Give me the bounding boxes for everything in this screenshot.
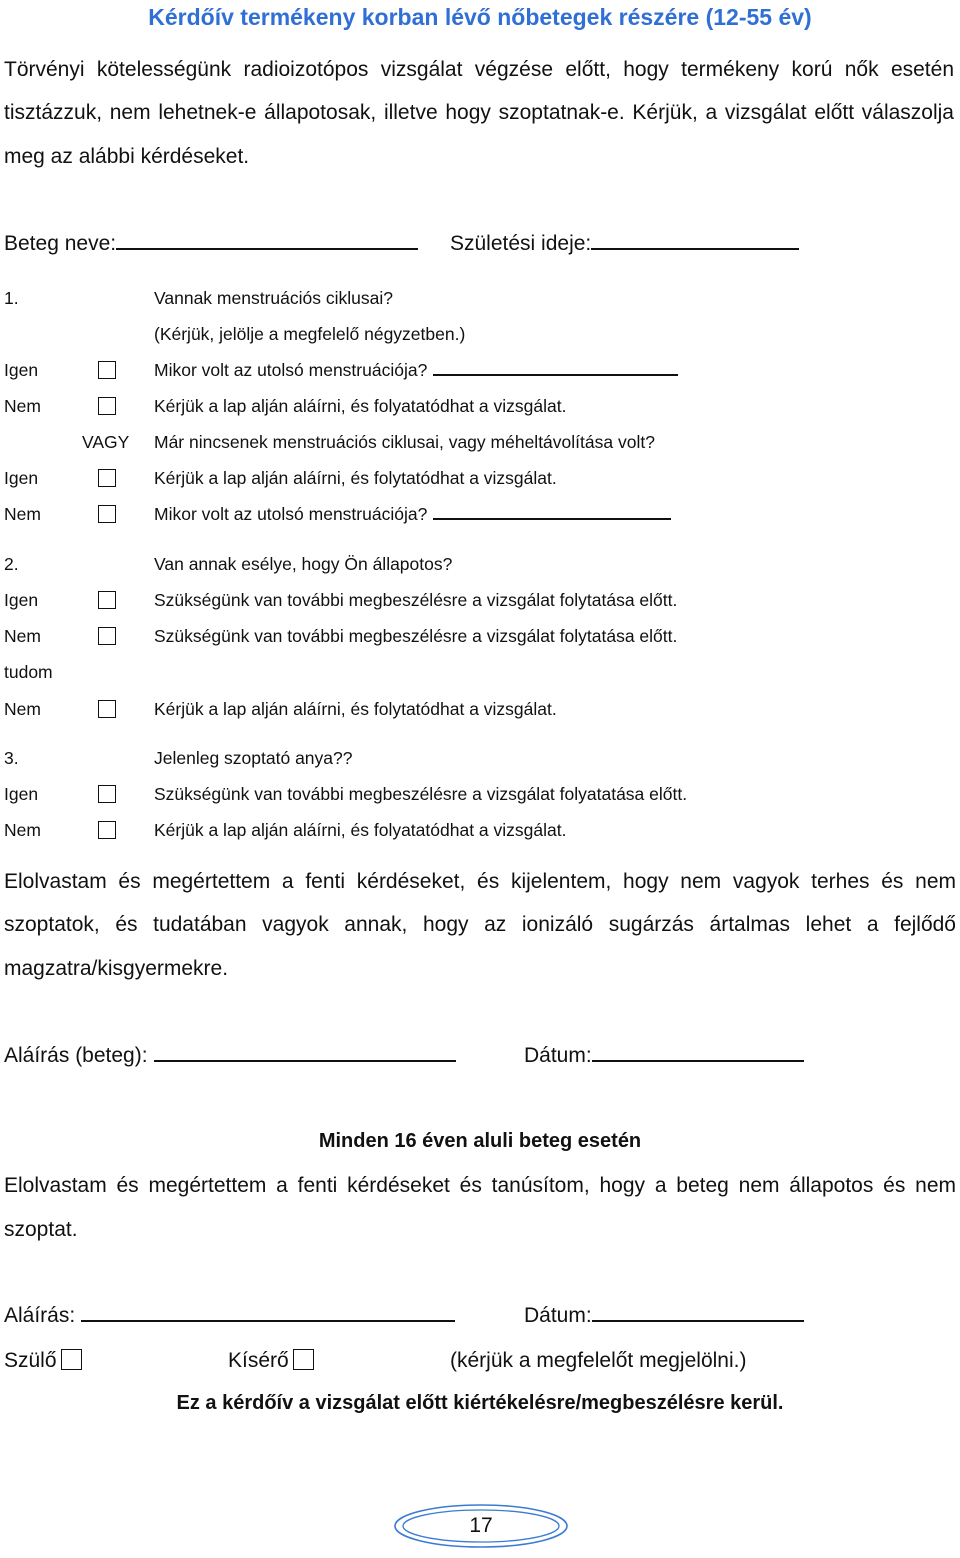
- q1b-answer-nem: Nem: [4, 504, 41, 524]
- q3-question: Jelenleg szoptató anya??: [154, 748, 353, 768]
- q2-answer-nem: Nem: [4, 626, 41, 646]
- page-number: 17: [469, 1514, 493, 1537]
- q1b-last-period-line[interactable]: [433, 518, 671, 520]
- intro-line-3: meg az alábbi kérdéseket.: [4, 145, 250, 168]
- date-field-1[interactable]: [524, 1044, 804, 1068]
- parent-checkbox[interactable]: [61, 1349, 82, 1370]
- q1-question-2: Már nincsenek menstruációs ciklusai, vagy méheltávolítása volt?: [154, 432, 655, 452]
- q1-igen-checkbox[interactable]: [98, 361, 116, 379]
- q1b-igen-text: Kérjük a lap alján aláírni, és folytatódhat a vizsgálat.: [154, 468, 557, 488]
- patient-name-line[interactable]: [116, 248, 418, 250]
- q2-igen-text: Szükségünk van további megbeszélésre a vizsgálat folytatása előtt.: [154, 590, 678, 610]
- intro-line-1: Törvényi kötelességünk radioizotópos vizsgálat végzése előtt, hogy termékeny korú nők esetén: [4, 58, 954, 81]
- q1b-nem-text: Mikor volt az utolsó menstruációja?: [154, 504, 671, 525]
- q3-number: 3.: [4, 748, 19, 768]
- footer-note: Ez a kérdőív a vizsgálat előtt kiértékelésre/megbeszélésre kerül.: [176, 1392, 784, 1414]
- declaration-line-2: szoptatok, és tudatában vagyok annak, hogy az ionizáló sugárzás ártalmas lehet a fejlődő: [4, 913, 956, 936]
- declaration-line-1: Elolvastam és megértettem a fenti kérdéseket, és kijelentem, hogy nem vagyok terhes és nem: [4, 870, 956, 893]
- minor-line-1: Elolvastam és megértettem a fenti kérdéseket és tanúsítom, hogy a beteg nem állapotos és nem: [4, 1174, 956, 1197]
- minor-line-2: szoptat.: [4, 1218, 78, 1241]
- patient-name-label: Beteg neve:: [4, 232, 117, 255]
- birth-date-label: Születési ideje:: [450, 232, 592, 255]
- declaration-line-3: magzatra/kisgyermekre.: [4, 957, 229, 980]
- q1-answer-nem: Nem: [4, 396, 41, 416]
- q2-answer-tudom: tudom: [4, 662, 53, 682]
- date-label-2: Dátum:: [524, 1304, 592, 1327]
- q1-igen-text: Mikor volt az utolsó menstruációja?: [154, 360, 678, 381]
- patient-signature-label: Aláírás (beteg):: [4, 1044, 148, 1067]
- q3-nem-checkbox[interactable]: [98, 821, 116, 839]
- q3-answer-nem: Nem: [4, 820, 41, 840]
- q1b-nem-checkbox[interactable]: [98, 505, 116, 523]
- q3-nem-text: Kérjük a lap alján aláírni, és folyatatódhat a vizsgálat.: [154, 820, 567, 840]
- q2-number: 2.: [4, 554, 19, 574]
- companion-option: [228, 1349, 314, 1373]
- q2-nem-text: Kérjük a lap alján aláírni, és folytatódhat a vizsgálat.: [154, 699, 557, 719]
- q2-igen-checkbox[interactable]: [98, 591, 116, 609]
- q2-question: Van annak esélye, hogy Ön állapotos?: [154, 554, 453, 574]
- intro-line-2: tisztázzuk, nem lehetnek-e állapotosak, illetve hogy szoptatnak-e. Kérjük, a vizsgálat előtt válaszolja: [4, 101, 954, 124]
- page-number-badge: [392, 1502, 570, 1550]
- date-label-1: Dátum:: [524, 1044, 592, 1067]
- patient-name-field[interactable]: [4, 232, 418, 256]
- q3-igen-text: Szükségünk van további megbeszélésre a vizsgálat folyatatása előtt.: [154, 784, 688, 804]
- parent-label: Szülő: [4, 1349, 57, 1372]
- q3-answer-igen: Igen: [4, 784, 39, 804]
- patient-signature-line[interactable]: [154, 1060, 456, 1062]
- date-line-2[interactable]: [592, 1320, 804, 1322]
- birth-date-field[interactable]: [450, 232, 799, 256]
- q1-nem-text: Kérjük a lap alján aláírni, és folyatatódhat a vizsgálat.: [154, 396, 567, 416]
- q1b-igen-checkbox[interactable]: [98, 469, 116, 487]
- guardian-signature-label: Aláírás:: [4, 1304, 76, 1327]
- parent-option: [4, 1349, 82, 1373]
- companion-checkbox[interactable]: [293, 1349, 314, 1370]
- q1b-answer-igen: Igen: [4, 468, 39, 488]
- q1-nem-checkbox[interactable]: [98, 397, 116, 415]
- minor-heading: Minden 16 éven aluli beteg esetén: [318, 1130, 642, 1152]
- q1-number: 1.: [4, 288, 19, 308]
- q2-answer-nem-2: Nem: [4, 699, 41, 719]
- selection-note: (kérjük a megfelelőt megjelölni.): [450, 1349, 747, 1372]
- birth-date-line[interactable]: [591, 248, 799, 250]
- q3-igen-checkbox[interactable]: [98, 785, 116, 803]
- q2-nemtudom-text: Szükségünk van további megbeszélésre a vizsgálat folytatása előtt.: [154, 626, 678, 646]
- guardian-signature-line[interactable]: [81, 1320, 455, 1322]
- q1-last-period-line[interactable]: [433, 374, 678, 376]
- guardian-signature-field[interactable]: [4, 1304, 455, 1328]
- q1-or-label: VAGY: [82, 432, 130, 452]
- q1-answer-igen: Igen: [4, 360, 39, 380]
- q1-hint: (Kérjük, jelölje a megfelelő négyzetben.): [154, 324, 466, 344]
- page-title: Kérdőív termékeny korban lévő nőbetegek részére (12-55 év): [148, 4, 812, 30]
- date-field-2[interactable]: [524, 1304, 804, 1328]
- q1-question: Vannak menstruációs ciklusai?: [154, 288, 393, 308]
- q2-nem-checkbox[interactable]: [98, 700, 116, 718]
- date-line-1[interactable]: [592, 1060, 804, 1062]
- q2-answer-igen: Igen: [4, 590, 39, 610]
- q2-nemtudom-checkbox[interactable]: [98, 627, 116, 645]
- patient-signature-field[interactable]: [4, 1044, 456, 1068]
- companion-label: Kísérő: [228, 1349, 289, 1372]
